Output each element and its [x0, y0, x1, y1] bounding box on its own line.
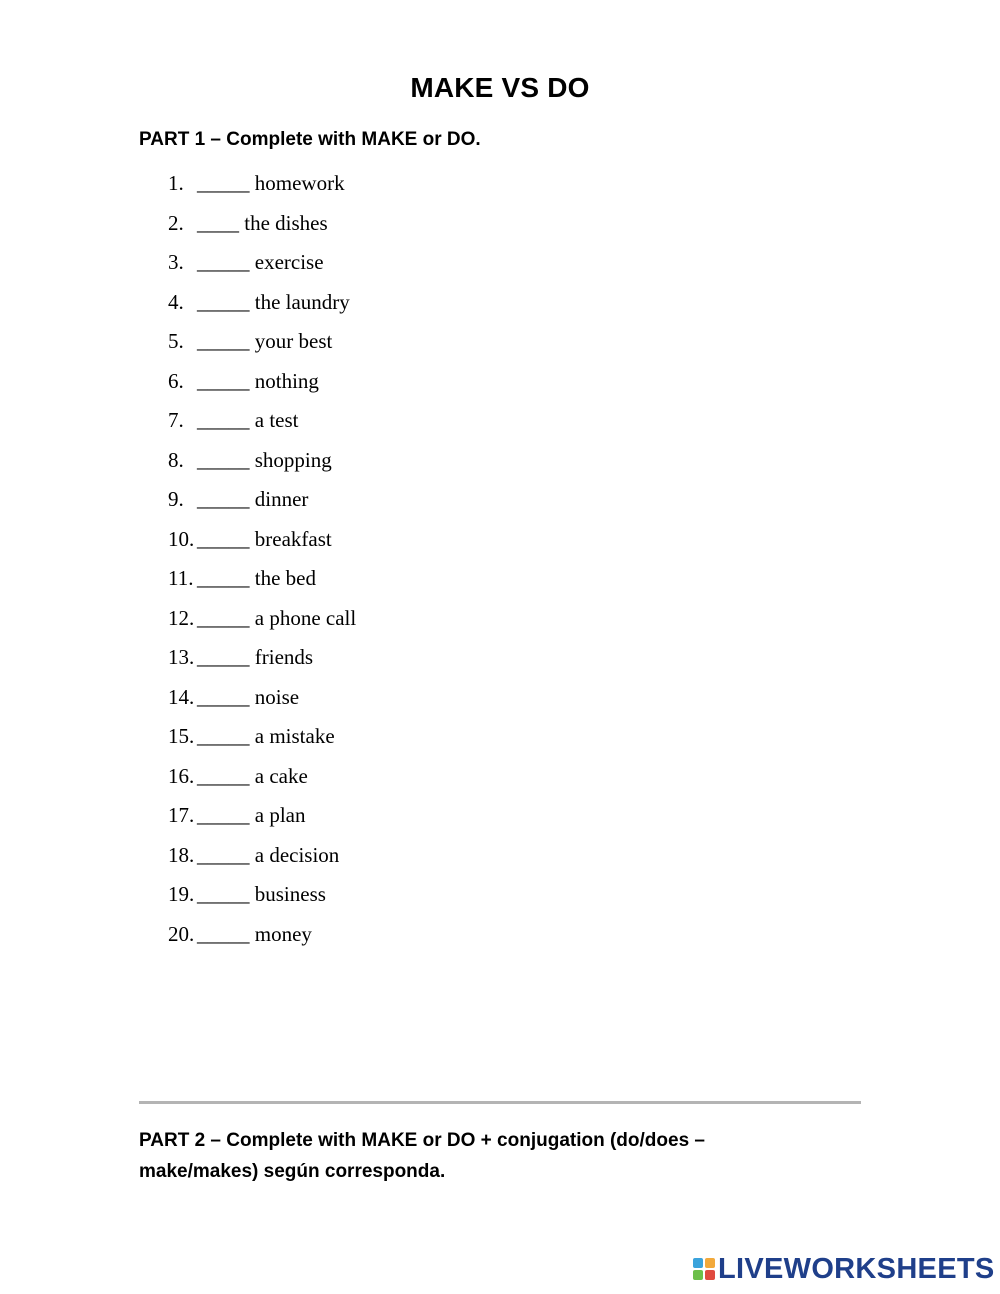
- exercise-item: [168, 168, 356, 208]
- exercise-item: [168, 366, 356, 406]
- item-phrase: a phone call: [254, 605, 357, 630]
- answer-blank[interactable]: _____: [197, 645, 250, 669]
- answer-blank[interactable]: _____: [197, 447, 250, 472]
- item-number: 3.: [168, 250, 184, 274]
- item-number: 19.: [168, 882, 195, 906]
- item-phrase: a plan: [254, 803, 306, 827]
- exercise-item: [168, 326, 356, 366]
- exercise-item: [168, 563, 356, 603]
- item-number: 13.: [168, 645, 195, 669]
- worksheet-title: MAKE VS DO: [410, 72, 590, 103]
- item-number: 2.: [168, 210, 184, 235]
- exercise-item: [168, 524, 356, 564]
- item-number: 7.: [168, 408, 184, 432]
- item-number: 12.: [168, 605, 195, 630]
- item-number: 8.: [168, 447, 184, 472]
- exercise-item: [168, 287, 356, 327]
- answer-blank[interactable]: _____: [197, 368, 250, 393]
- logo-square-green: [693, 1270, 703, 1280]
- exercise-item: [168, 247, 356, 287]
- item-phrase: a cake: [254, 763, 308, 788]
- part1-exercise-list: [168, 168, 356, 958]
- answer-blank[interactable]: _____: [197, 526, 250, 551]
- item-number: 1.: [168, 171, 184, 195]
- item-number: 15.: [168, 724, 195, 748]
- exercise-item: [168, 800, 356, 840]
- item-number: 16.: [168, 763, 195, 788]
- answer-blank[interactable]: ____: [197, 210, 239, 235]
- answer-blank[interactable]: _____: [197, 724, 250, 748]
- item-phrase: a decision: [254, 842, 340, 867]
- item-phrase: dinner: [254, 487, 309, 511]
- logo-square-blue: [693, 1258, 703, 1268]
- answer-blank[interactable]: _____: [197, 684, 250, 709]
- part2-heading-line2: make/makes) según corresponda.: [139, 1161, 446, 1182]
- item-phrase: friends: [254, 645, 314, 669]
- answer-blank[interactable]: _____: [197, 487, 250, 511]
- item-number: 10.: [168, 526, 195, 551]
- item-number: 18.: [168, 842, 195, 867]
- section-divider: [139, 1101, 861, 1104]
- item-phrase: the bed: [254, 566, 316, 590]
- exercise-item: [168, 879, 356, 919]
- exercise-item: [168, 603, 356, 643]
- item-number: 9.: [168, 487, 184, 511]
- item-number: 14.: [168, 684, 195, 709]
- exercise-item: [168, 642, 356, 682]
- answer-blank[interactable]: _____: [197, 763, 250, 788]
- item-number: 5.: [168, 329, 184, 353]
- part2-heading: [139, 1125, 779, 1187]
- logo-mark-icon: [693, 1258, 715, 1280]
- logo-square-red: [705, 1270, 715, 1280]
- item-phrase: money: [254, 921, 312, 946]
- item-number: 4.: [168, 289, 184, 314]
- exercise-item: [168, 840, 356, 880]
- answer-blank[interactable]: _____: [197, 250, 250, 274]
- exercise-item: [168, 445, 356, 485]
- answer-blank[interactable]: _____: [197, 882, 250, 906]
- item-phrase: exercise: [254, 250, 324, 274]
- answer-blank[interactable]: _____: [197, 171, 250, 195]
- logo-text: LIVEWORKSHEETS: [718, 1252, 995, 1285]
- answer-blank[interactable]: _____: [197, 289, 250, 314]
- answer-blank[interactable]: _____: [197, 842, 250, 867]
- exercise-item: [168, 208, 356, 248]
- item-number: 17.: [168, 803, 195, 827]
- item-phrase: the laundry: [254, 289, 350, 314]
- item-number: 6.: [168, 368, 184, 393]
- item-phrase: shopping: [254, 447, 332, 472]
- item-phrase: a mistake: [254, 724, 335, 748]
- answer-blank[interactable]: _____: [197, 408, 250, 432]
- answer-blank[interactable]: _____: [197, 921, 250, 946]
- exercise-item: [168, 682, 356, 722]
- liveworksheets-logo[interactable]: [693, 1253, 995, 1285]
- exercise-item: [168, 721, 356, 761]
- item-phrase: breakfast: [254, 526, 332, 551]
- exercise-item: [168, 761, 356, 801]
- exercise-item: [168, 919, 356, 959]
- item-phrase: noise: [254, 684, 300, 709]
- exercise-item: [168, 405, 356, 445]
- item-phrase: homework: [254, 171, 345, 195]
- exercise-item: [168, 484, 356, 524]
- item-phrase: your best: [254, 329, 333, 353]
- item-phrase: nothing: [254, 368, 319, 393]
- item-phrase: a test: [254, 408, 299, 432]
- item-phrase: the dishes: [244, 210, 328, 235]
- part1-heading: PART 1 – Complete with MAKE or DO.: [139, 129, 481, 150]
- logo-square-orange: [705, 1258, 715, 1268]
- item-number: 20.: [168, 921, 195, 946]
- answer-blank[interactable]: _____: [197, 605, 250, 630]
- part2-heading-line1: PART 2 – Complete with MAKE or DO + conjugation (do/does –: [139, 1130, 705, 1151]
- answer-blank[interactable]: _____: [197, 329, 250, 353]
- item-number: 11.: [168, 566, 194, 590]
- answer-blank[interactable]: _____: [197, 803, 250, 827]
- item-phrase: business: [254, 882, 326, 906]
- answer-blank[interactable]: _____: [197, 566, 250, 590]
